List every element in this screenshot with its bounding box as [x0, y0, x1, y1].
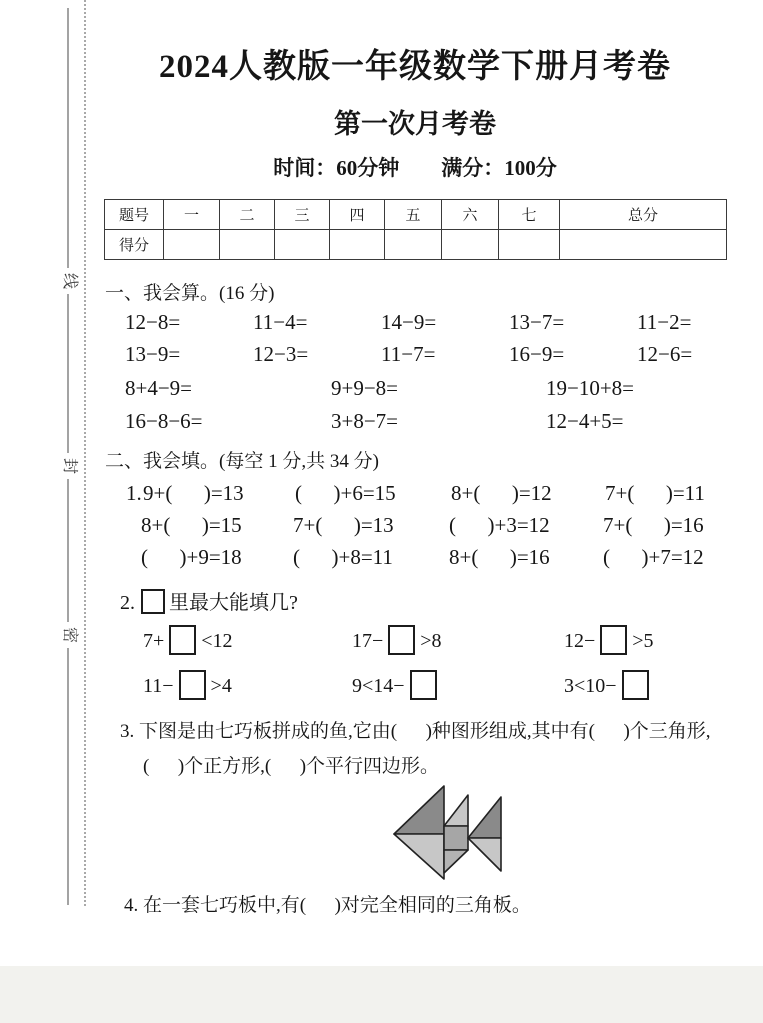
- answer-box: [622, 670, 649, 700]
- answer-box: [388, 625, 415, 655]
- score-table-header-row: [105, 200, 727, 230]
- fill-row-3: [105, 545, 704, 570]
- tangram-parallelogram-piece: [444, 850, 468, 873]
- fill-expression: 8+( )=15: [141, 513, 242, 537]
- expression: 8+4−9=: [125, 376, 193, 400]
- page-bottom-edge: [0, 966, 763, 1023]
- question-number: 1.: [126, 481, 142, 505]
- seal-char-mi: 密: [56, 622, 82, 648]
- fill-expression: 9+( )=13: [143, 481, 244, 505]
- expression-suffix: <12: [201, 630, 233, 652]
- expression: 13−9=: [125, 342, 181, 366]
- score-cell: [275, 230, 330, 260]
- q2-row-1: [105, 625, 654, 655]
- answer-box: [600, 625, 627, 655]
- inequality-item: [143, 625, 352, 655]
- expression: 12−6=: [637, 342, 693, 366]
- fill-expression: ( )+8=11: [293, 545, 393, 569]
- col-3: 三: [275, 200, 330, 230]
- exam-title: 2024人教版一年级数学下册月考卷: [159, 49, 671, 85]
- tangram-small-triangle-top: [444, 795, 468, 826]
- score-table: [104, 199, 727, 260]
- tangram-tail-triangle-bottom: [468, 838, 501, 871]
- score-cell: [499, 230, 560, 260]
- expression-suffix: >5: [632, 630, 654, 652]
- fill-expression: 7+( )=13: [293, 513, 394, 537]
- expression-prefix: 17−: [352, 630, 384, 652]
- fill-expression: ( )+6=15: [295, 481, 396, 505]
- score-cell: [330, 230, 385, 260]
- inequality-item: [564, 670, 654, 700]
- q2-row-2: [105, 670, 654, 700]
- calc-row-3: [105, 376, 634, 401]
- section-one-heading: 一、我会算。(16 分): [105, 283, 275, 304]
- fill-expression: ( )+3=12: [449, 513, 550, 537]
- expression-prefix: 3<10−: [564, 675, 617, 697]
- seal-char-xian: 线: [56, 268, 82, 294]
- expression: 16−9=: [509, 342, 565, 366]
- col-7: 七: [499, 200, 560, 230]
- q3-text: 下图是由七巧板拼成的鱼,它由( )种图形组成,其中有( )个三角形,: [139, 721, 711, 742]
- q4-line: [124, 890, 531, 917]
- section-two-heading: 二、我会填。(每空 1 分,共 34 分): [105, 451, 379, 472]
- expression: 11−4=: [253, 310, 308, 334]
- expression-prefix: 12−: [564, 630, 596, 652]
- tangram-tail-triangle-top: [468, 797, 501, 838]
- expression: 11−7=: [381, 342, 436, 366]
- inequality-item: [352, 670, 564, 700]
- time-limit-label: 时间：60分钟: [273, 156, 400, 180]
- fill-row-2: [105, 513, 704, 538]
- score-cell: [442, 230, 499, 260]
- expression-suffix: >8: [420, 630, 442, 652]
- tangram-fish-figure: [393, 783, 508, 881]
- score-label: 得分: [105, 230, 164, 260]
- calc-row-1: [105, 310, 691, 335]
- expression-prefix: 7+: [143, 630, 165, 652]
- calc-row-4: [105, 409, 624, 434]
- tangram-large-triangle-bottom: [394, 834, 444, 879]
- exam-info-line: [100, 152, 730, 182]
- expression: 9+9−8=: [331, 376, 399, 400]
- exam-subtitle: 第一次月考卷: [334, 109, 496, 139]
- expression: 12−8=: [125, 310, 181, 334]
- expression: 13−7=: [509, 310, 565, 334]
- fill-expression: 7+( )=16: [603, 513, 704, 537]
- answer-box: [410, 670, 437, 700]
- expression: 14−9=: [381, 310, 437, 334]
- score-cell: [385, 230, 442, 260]
- col-5: 五: [385, 200, 442, 230]
- inequality-item: [143, 670, 352, 700]
- inequality-item: [564, 625, 654, 655]
- question-number: 4.: [124, 895, 139, 916]
- fill-expression: 8+( )=16: [449, 545, 550, 569]
- fill-expression: ( )+9=18: [141, 545, 242, 569]
- answer-box: [179, 670, 206, 700]
- tangram-square: [444, 826, 468, 850]
- q4-text: 在一套七巧板中,有( )对完全相同的三角板。: [143, 895, 531, 916]
- fill-expression: ( )+7=12: [603, 545, 704, 569]
- expression: 12−4+5=: [546, 409, 624, 433]
- seal-char-feng: 封: [56, 453, 82, 479]
- question-no-label: 题号: [105, 200, 164, 230]
- calc-row-2: [105, 342, 692, 367]
- col-6: 六: [442, 200, 499, 230]
- full-score-label: 满分：100分: [441, 156, 557, 180]
- fill-row-1: [105, 481, 705, 506]
- expression-prefix: 9<14−: [352, 675, 405, 697]
- score-table-score-row: [105, 230, 727, 260]
- col-1: 一: [164, 200, 220, 230]
- fill-expression: 7+( )=11: [605, 481, 705, 505]
- inequality-item: [352, 625, 564, 655]
- question-number: 2.: [120, 592, 135, 614]
- question-number: 3.: [120, 721, 135, 742]
- score-cell: [560, 230, 727, 260]
- q3-line-2: ( )个正方形,( )个平行四边形。: [143, 756, 440, 777]
- score-cell: [164, 230, 220, 260]
- expression: 19−10+8=: [546, 376, 635, 400]
- expression: 12−3=: [253, 342, 309, 366]
- q2-prompt-line: [120, 586, 298, 615]
- col-4: 四: [330, 200, 385, 230]
- tangram-large-triangle-top: [394, 786, 444, 834]
- answer-box-icon: [141, 589, 165, 614]
- fill-expression: 8+( )=12: [451, 481, 552, 505]
- q3-line-1: [120, 716, 711, 743]
- expression: 11−2=: [637, 310, 692, 334]
- q2-prompt: 里最大能填几?: [169, 592, 298, 614]
- expression: 3+8−7=: [331, 409, 399, 433]
- seal-dotted-line: [84, 0, 86, 906]
- col-2: 二: [220, 200, 275, 230]
- expression: 16−8−6=: [125, 409, 203, 433]
- score-cell: [220, 230, 275, 260]
- expression-suffix: >4: [210, 675, 232, 697]
- tangram-pieces: [394, 786, 501, 879]
- expression-prefix: 11−: [143, 675, 174, 697]
- total-score-label: 总分: [560, 200, 727, 230]
- answer-box: [169, 625, 196, 655]
